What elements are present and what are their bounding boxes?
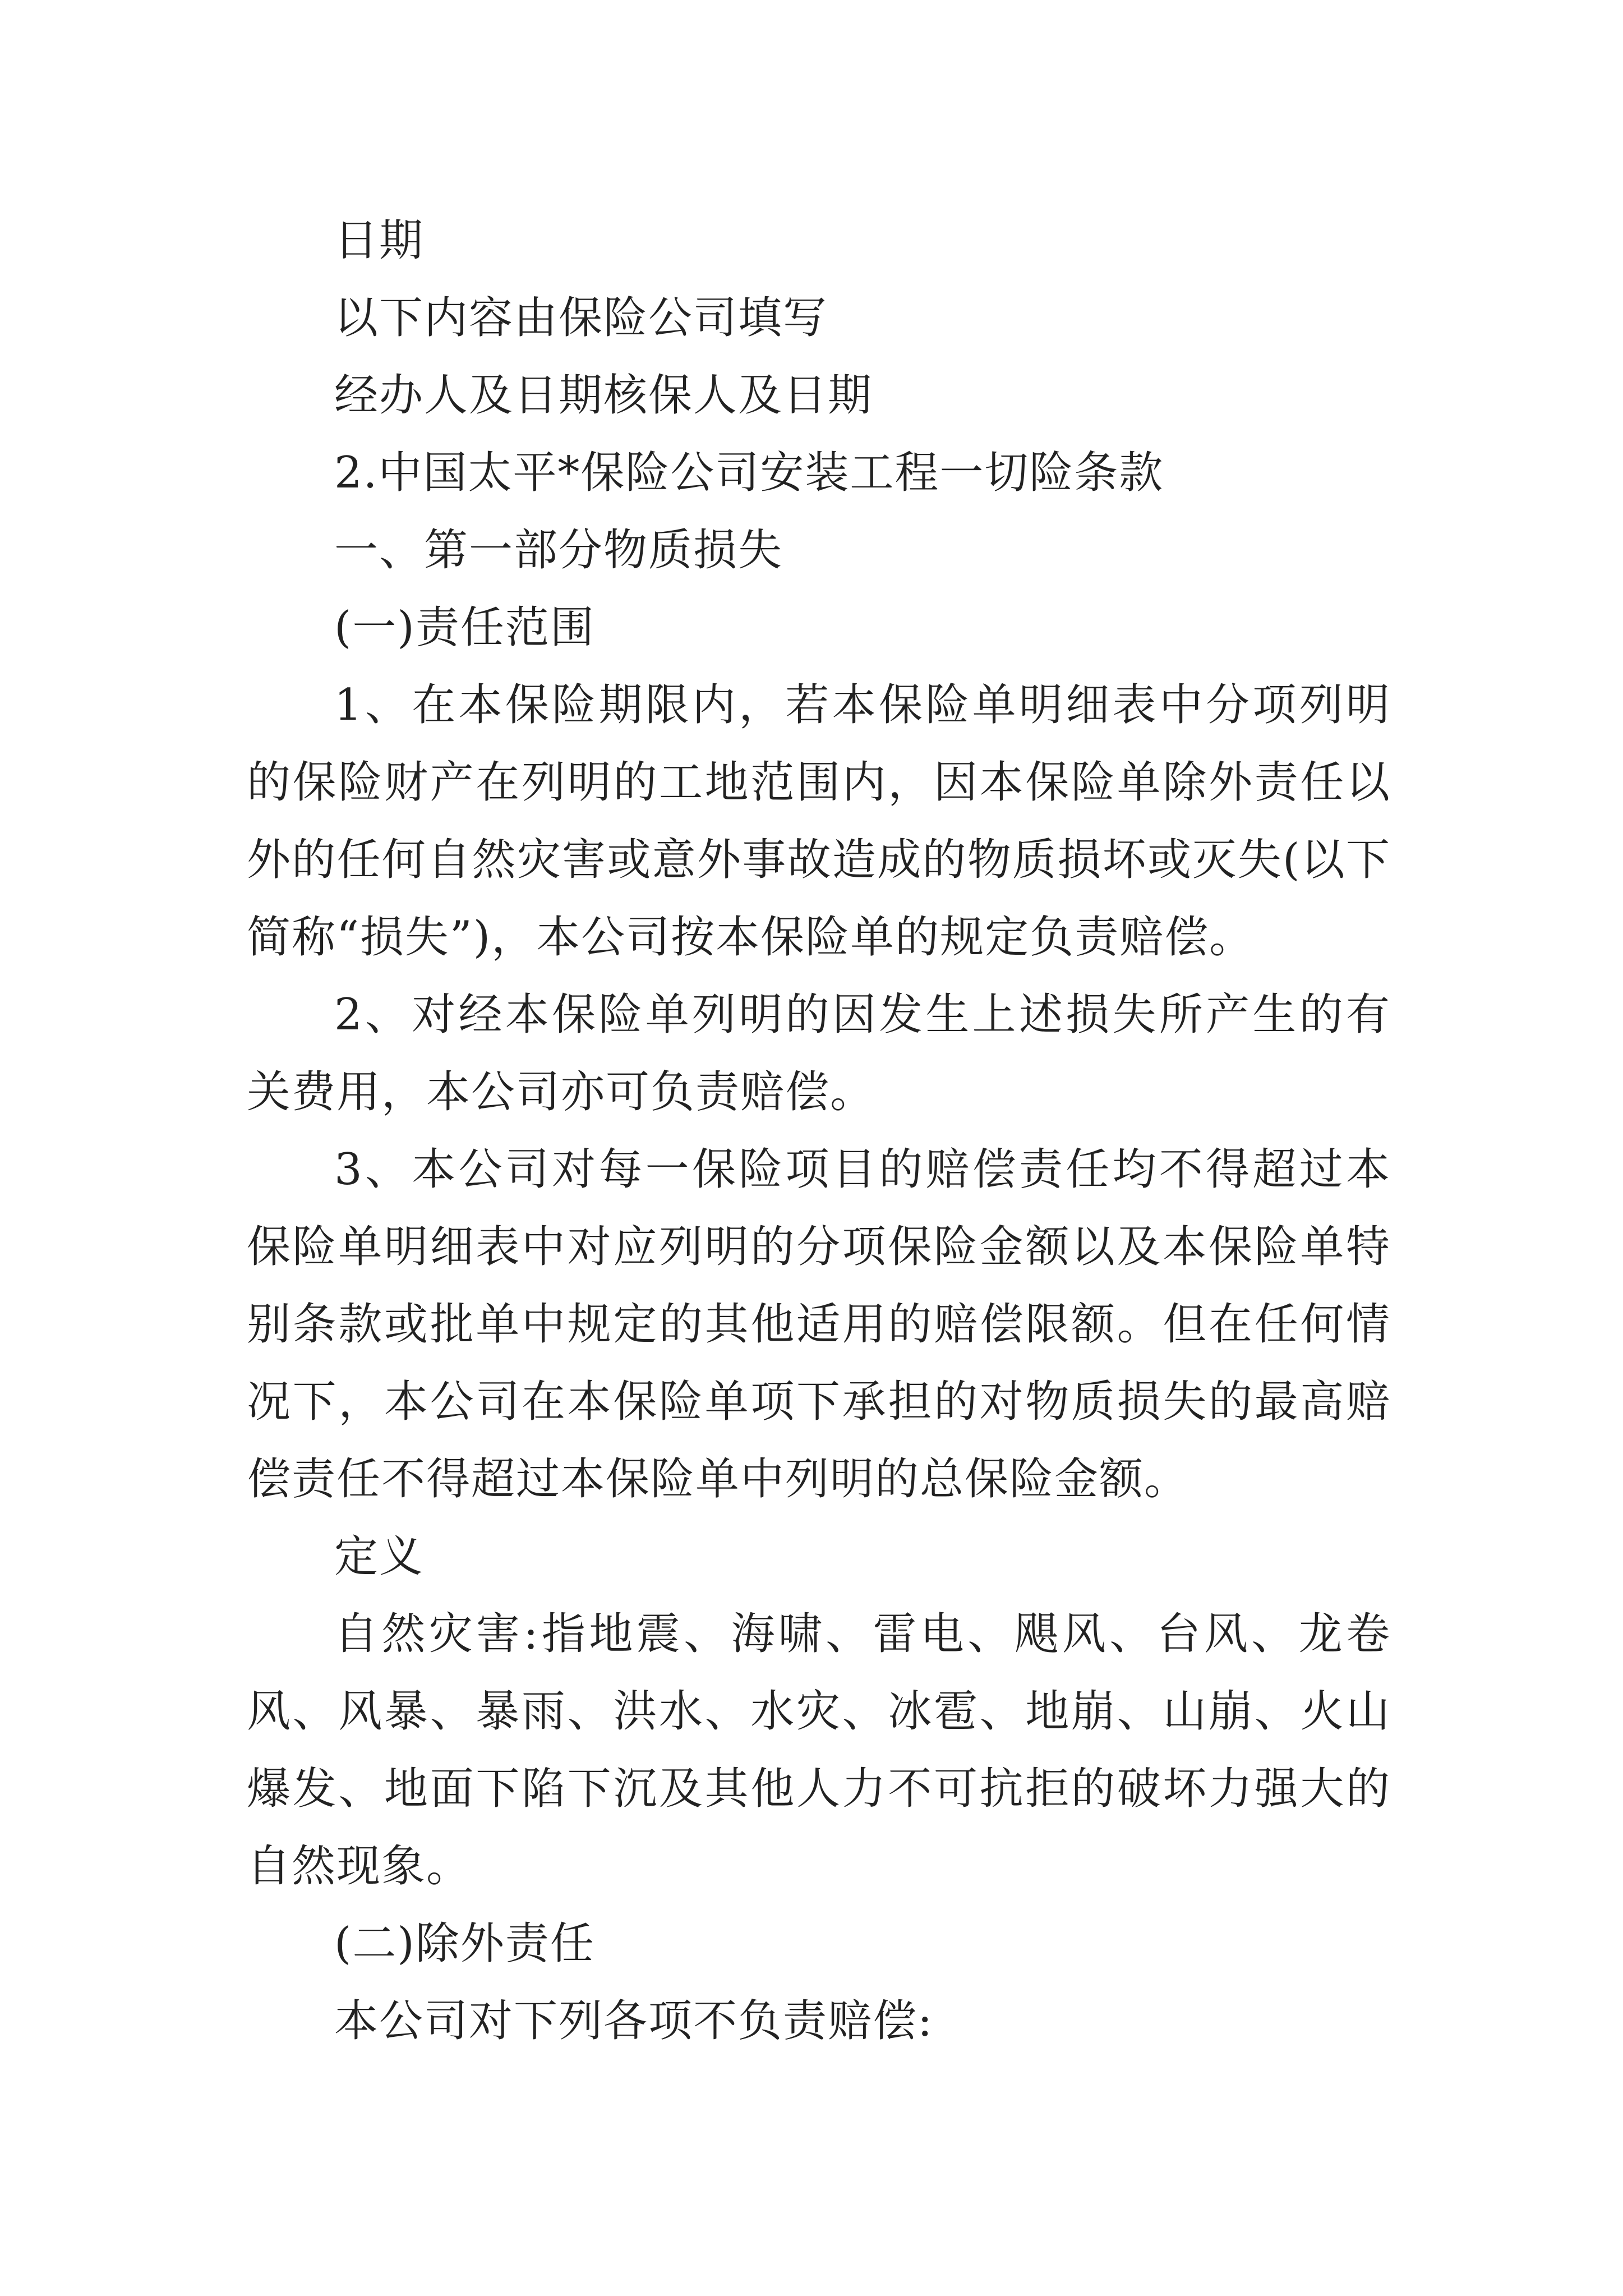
clause-title: 2.中国太平*保险公司安装工程一切险条款 [334,448,1164,498]
insurer-fill-note: 以下内容由保险公司填写 [334,293,828,343]
subsection-heading-scope: (一)责任范围 [334,602,595,653]
handler-underwriter-line: 经办人及日期核保人及日期 [334,370,873,421]
exclusions-intro: 本公司对下列各项不负责赔偿: [334,1996,934,2046]
clause-paragraph-3: 3、本公司对每一保险项目的赔偿责任均不得超过本保险单明细表中对应列明的分项保险金额以及本保险单特别条款或批单中规定的其他适用的赔偿限额。但在任何情况下，本公司在本保险单项下承担的对物质损失的最高赔偿责任不得超过本保险单中列明的总保险金额。 [247,1144,1391,1504]
subsection-heading-exclusions: (二)除外责任 [334,1918,595,1969]
date-line: 日期 [334,215,425,266]
clause-paragraph-2: 2、对经本保险单列明的因发生上述损失所产生的有关费用，本公司亦可负责赔偿。 [247,990,1391,1117]
definition-heading: 定义 [334,1531,425,1582]
clause-paragraph-1: 1、在本保险期限内，若本保险单明细表中分项列明的保险财产在列明的工地范围内，因本保险单除外责任以外的任何自然灾害或意外事故造成的物质损坏或灭失(以下简称“损失”)，本公司按本保险单的规定负责赔偿。 [247,680,1391,963]
definition-natural-disaster: 自然灾害:指地震、海啸、雷电、飓风、台风、龙卷风、风暴、暴雨、洪水、水灾、冰雹、地崩、山崩、火山爆发、地面下陷下沉及其他人力不可抗拒的破坏力强大的自然现象。 [247,1609,1391,1892]
document-body [247,202,1391,2060]
section-heading-part-one: 一、第一部分物质损失 [334,525,783,576]
